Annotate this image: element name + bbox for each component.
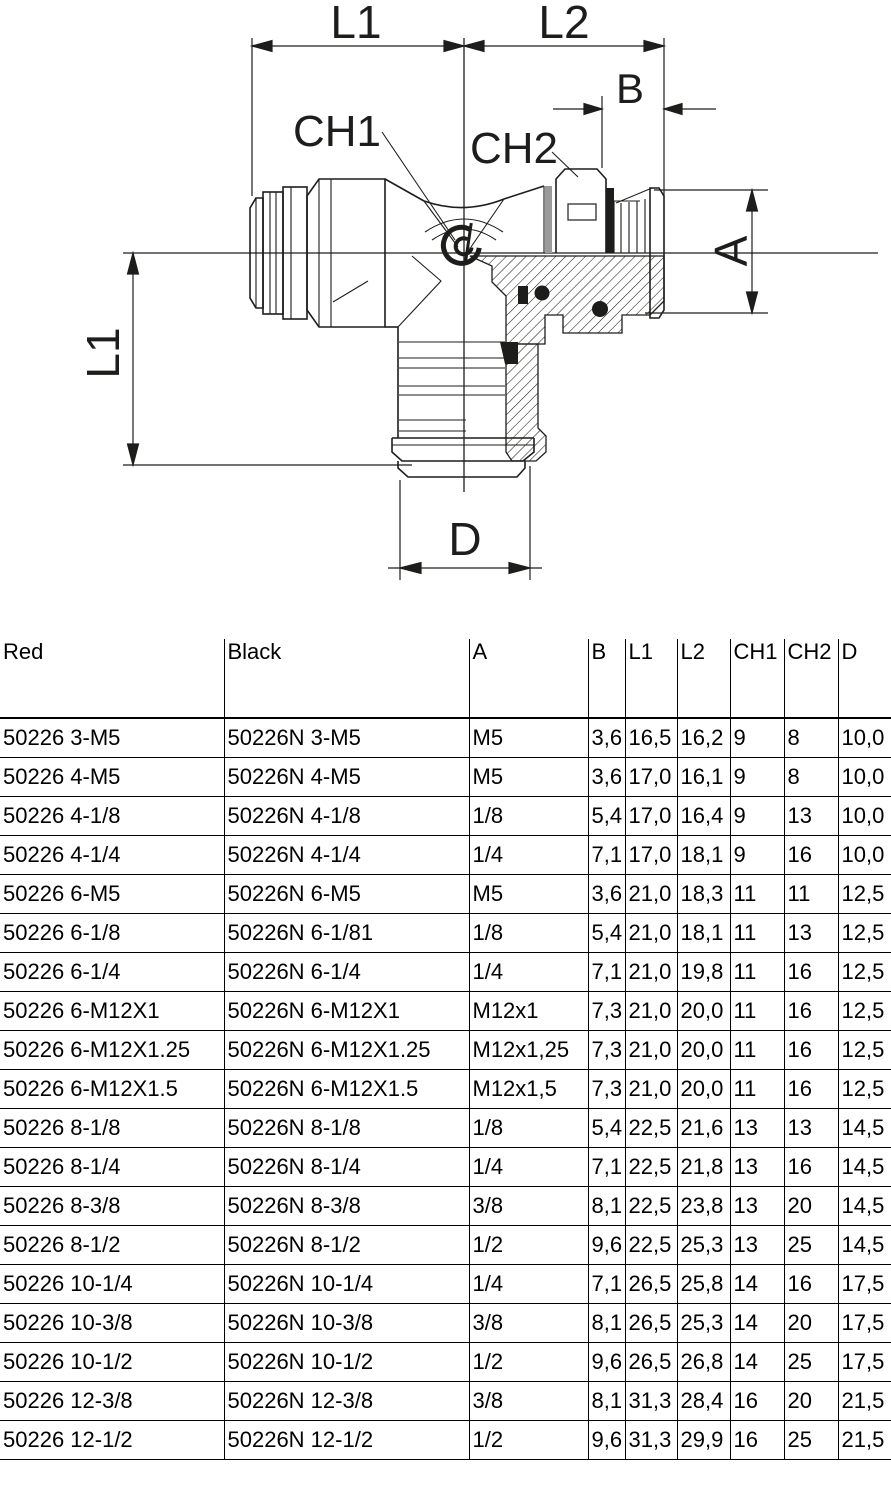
table-cell: 10,0 — [838, 758, 891, 797]
table-cell: 50226 6-M5 — [0, 875, 224, 914]
table-cell: 10,0 — [838, 718, 891, 758]
table-cell: 3/8 — [469, 1382, 588, 1421]
seal-wedge — [500, 342, 518, 364]
table-cell: 50226N 4-1/8 — [224, 797, 469, 836]
table-cell: 50226N 12-1/2 — [224, 1421, 469, 1460]
table-cell: 3,6 — [588, 875, 625, 914]
table-cell: 1/2 — [469, 1343, 588, 1382]
table-cell: M12x1,25 — [469, 1031, 588, 1070]
table-cell: 20,0 — [677, 992, 730, 1031]
table-cell: 50226 12-3/8 — [0, 1382, 224, 1421]
table-cell: 8 — [784, 718, 838, 758]
table-cell: 21,0 — [625, 875, 677, 914]
table-cell: 16,1 — [677, 758, 730, 797]
table-cell: 21,0 — [625, 953, 677, 992]
table-row — [0, 992, 891, 1031]
table-cell: 50226N 8-1/2 — [224, 1226, 469, 1265]
table-cell: 50226N 4-M5 — [224, 758, 469, 797]
table-cell: 10,0 — [838, 797, 891, 836]
table-row — [0, 797, 891, 836]
table-cell: 50226 8-3/8 — [0, 1187, 224, 1226]
table-cell: 3/8 — [469, 1187, 588, 1226]
table-cell: 50226 3-M5 — [0, 718, 224, 758]
table-cell: 7,1 — [588, 836, 625, 875]
table-cell: 25 — [784, 1226, 838, 1265]
table-cell: 12,5 — [838, 953, 891, 992]
table-cell: 50226 4-M5 — [0, 758, 224, 797]
table-cell: 16 — [784, 1148, 838, 1187]
table-cell: 50226N 6-1/4 — [224, 953, 469, 992]
table-cell: 21,0 — [625, 914, 677, 953]
table-cell: 1/2 — [469, 1226, 588, 1265]
table-cell: 50226N 6-M5 — [224, 875, 469, 914]
table-cell: 31,3 — [625, 1382, 677, 1421]
column-header-b: B — [588, 639, 625, 718]
table-cell: 11 — [730, 1031, 784, 1070]
table-cell: 5,4 — [588, 914, 625, 953]
table-row — [0, 1226, 891, 1265]
table-cell: 21,8 — [677, 1148, 730, 1187]
table-cell: 14,5 — [838, 1226, 891, 1265]
table-cell: 17,5 — [838, 1265, 891, 1304]
table-cell: 17,0 — [625, 797, 677, 836]
table-cell: 19,8 — [677, 953, 730, 992]
table-cell: 12,5 — [838, 875, 891, 914]
table-cell: 1/8 — [469, 914, 588, 953]
dimensions-table — [0, 639, 891, 1460]
table-cell: 14 — [730, 1343, 784, 1382]
table-cell: 17,0 — [625, 758, 677, 797]
table-cell: 7,1 — [588, 1265, 625, 1304]
table-cell: M5 — [469, 758, 588, 797]
table-cell: 50226 6-1/8 — [0, 914, 224, 953]
table-cell: 21,5 — [838, 1421, 891, 1460]
column-header-l1: L1 — [625, 639, 677, 718]
o-ring-band — [606, 188, 614, 253]
table-cell: 21,0 — [625, 1031, 677, 1070]
table-cell: 28,4 — [677, 1382, 730, 1421]
table-cell: 26,5 — [625, 1265, 677, 1304]
table-cell: 22,5 — [625, 1187, 677, 1226]
table-cell: 50226N 10-1/4 — [224, 1265, 469, 1304]
table-row — [0, 1343, 891, 1382]
table-cell: 26,5 — [625, 1343, 677, 1382]
table-cell: 16,4 — [677, 797, 730, 836]
table-cell: 9,6 — [588, 1226, 625, 1265]
table-cell: 29,9 — [677, 1421, 730, 1460]
column-header-ch1: CH1 — [730, 639, 784, 718]
table-cell: 31,3 — [625, 1421, 677, 1460]
table-row — [0, 1148, 891, 1187]
table-cell: 13 — [730, 1226, 784, 1265]
table-cell: 25,3 — [677, 1304, 730, 1343]
table-cell: 25,8 — [677, 1265, 730, 1304]
dim-label-a: A — [705, 235, 757, 267]
table-cell: 1/4 — [469, 953, 588, 992]
table-cell: 18,1 — [677, 836, 730, 875]
table-cell: 8 — [784, 758, 838, 797]
table-cell: 50226N 8-3/8 — [224, 1187, 469, 1226]
table-cell: 50226 4-1/8 — [0, 797, 224, 836]
table-cell: 11 — [730, 1070, 784, 1109]
table-header — [0, 639, 891, 718]
table-cell: 50226 4-1/4 — [0, 836, 224, 875]
table-cell: 9 — [730, 836, 784, 875]
table-cell: 14,5 — [838, 1109, 891, 1148]
table-cell: 5,4 — [588, 797, 625, 836]
table-cell: 16 — [784, 953, 838, 992]
table-cell: 16 — [784, 992, 838, 1031]
table-cell: 50226 10-3/8 — [0, 1304, 224, 1343]
table-cell: 50226 10-1/4 — [0, 1265, 224, 1304]
table-cell: 16 — [730, 1421, 784, 1460]
table-cell: 16,5 — [625, 718, 677, 758]
table-cell: 25 — [784, 1343, 838, 1382]
table-row — [0, 1265, 891, 1304]
table-cell: 50226N 4-1/4 — [224, 836, 469, 875]
nut-shadow-band — [545, 186, 552, 253]
table-cell: 22,5 — [625, 1148, 677, 1187]
table-cell: 13 — [730, 1109, 784, 1148]
table-cell: 50226 12-1/2 — [0, 1421, 224, 1460]
table-cell: 11 — [730, 992, 784, 1031]
table-cell: 13 — [784, 1109, 838, 1148]
table-cell: 14 — [730, 1265, 784, 1304]
table-cell: 50226N 6-M12X1.5 — [224, 1070, 469, 1109]
column-header-l2: L2 — [677, 639, 730, 718]
table-cell: 5,4 — [588, 1109, 625, 1148]
table-row — [0, 914, 891, 953]
table-cell: 1/4 — [469, 836, 588, 875]
table-cell: 50226N 8-1/8 — [224, 1109, 469, 1148]
table-cell: 23,8 — [677, 1187, 730, 1226]
table-cell: 3,6 — [588, 718, 625, 758]
table-cell: 20,0 — [677, 1070, 730, 1109]
table-cell: 9 — [730, 758, 784, 797]
table-cell: 3,6 — [588, 758, 625, 797]
table-cell: 13 — [730, 1187, 784, 1226]
dim-label-l1-top: L1 — [330, 0, 382, 48]
table-cell: 9 — [730, 718, 784, 758]
column-header-a: A — [469, 639, 588, 718]
o-ring-section-right — [592, 301, 608, 317]
table-cell: 8,1 — [588, 1382, 625, 1421]
table-cell: 7,1 — [588, 953, 625, 992]
table-cell: 22,5 — [625, 1226, 677, 1265]
column-header-ch2: CH2 — [784, 639, 838, 718]
table-row — [0, 1070, 891, 1109]
table-cell: 16 — [784, 1031, 838, 1070]
table-cell: 25,3 — [677, 1226, 730, 1265]
table-cell: 7,1 — [588, 1148, 625, 1187]
dimension-lines — [123, 38, 878, 580]
table-cell: 11 — [730, 914, 784, 953]
table-cell: 20 — [784, 1304, 838, 1343]
table-cell: 21,6 — [677, 1109, 730, 1148]
table-cell: 17,0 — [625, 836, 677, 875]
table-cell: 16 — [784, 1070, 838, 1109]
table-row — [0, 718, 891, 758]
o-ring-section-left — [535, 286, 550, 301]
column-header-red: Red — [0, 639, 224, 718]
column-header-black: Black — [224, 639, 469, 718]
table-cell: 13 — [784, 797, 838, 836]
dim-label-ch2: CH2 — [470, 124, 559, 173]
table-cell: 16 — [784, 1265, 838, 1304]
table-cell: M12x1,5 — [469, 1070, 588, 1109]
dim-label-ch1: CH1 — [293, 107, 382, 156]
table-row — [0, 758, 891, 797]
table-cell: 16 — [730, 1382, 784, 1421]
table-cell: 7,3 — [588, 1070, 625, 1109]
table-cell: 9,6 — [588, 1421, 625, 1460]
table-row — [0, 953, 891, 992]
table-cell: 11 — [784, 875, 838, 914]
table-row — [0, 1109, 891, 1148]
table-cell: 1/8 — [469, 797, 588, 836]
table-cell: 3/8 — [469, 1304, 588, 1343]
table-cell: 14,5 — [838, 1148, 891, 1187]
table-cell: 1/2 — [469, 1421, 588, 1460]
table-row — [0, 1382, 891, 1421]
table-cell: 50226N 8-1/4 — [224, 1148, 469, 1187]
table-cell: 11 — [730, 953, 784, 992]
table-cell: M5 — [469, 718, 588, 758]
table-cell: 18,3 — [677, 875, 730, 914]
table-cell: 50226 6-M12X1.25 — [0, 1031, 224, 1070]
table-cell: 25 — [784, 1421, 838, 1460]
table-cell: M12x1 — [469, 992, 588, 1031]
table-cell: 21,0 — [625, 1070, 677, 1109]
table-cell: 14,5 — [838, 1187, 891, 1226]
table-cell: 22,5 — [625, 1109, 677, 1148]
table-cell: 17,5 — [838, 1343, 891, 1382]
table-cell: 20 — [784, 1382, 838, 1421]
table-cell: 50226 8-1/4 — [0, 1148, 224, 1187]
table-row — [0, 1031, 891, 1070]
table-cell: 17,5 — [838, 1304, 891, 1343]
table-cell: 50226N 6-M12X1.25 — [224, 1031, 469, 1070]
table-cell: 50226 8-1/2 — [0, 1226, 224, 1265]
table-cell: 1/4 — [469, 1265, 588, 1304]
table-cell: 11 — [730, 875, 784, 914]
table-cell: 1/4 — [469, 1148, 588, 1187]
table-cell: M5 — [469, 875, 588, 914]
table-cell: 20,0 — [677, 1031, 730, 1070]
column-header-d: D — [838, 639, 891, 718]
table-cell: 16,2 — [677, 718, 730, 758]
table-cell: 50226 8-1/8 — [0, 1109, 224, 1148]
table-cell: 20 — [784, 1187, 838, 1226]
table-cell: 8,1 — [588, 1187, 625, 1226]
table-cell: 12,5 — [838, 1070, 891, 1109]
dim-label-b: B — [615, 65, 645, 112]
dim-label-l1-left: L1 — [77, 327, 129, 379]
table-cell: 18,1 — [677, 914, 730, 953]
table-body — [0, 718, 891, 1460]
table-cell: 26,8 — [677, 1343, 730, 1382]
table-cell: 9 — [730, 797, 784, 836]
table-cell: 13 — [784, 914, 838, 953]
table-cell: 13 — [730, 1148, 784, 1187]
table-cell: 7,3 — [588, 1031, 625, 1070]
table-cell: 12,5 — [838, 914, 891, 953]
table-cell: 8,1 — [588, 1304, 625, 1343]
table-cell: 21,5 — [838, 1382, 891, 1421]
table-cell: 50226N 10-1/2 — [224, 1343, 469, 1382]
table-cell: 26,5 — [625, 1304, 677, 1343]
ch1-leader-line — [382, 132, 455, 240]
table-cell: 21,0 — [625, 992, 677, 1031]
table-row — [0, 1187, 891, 1226]
table-cell: 7,3 — [588, 992, 625, 1031]
table-cell: 14 — [730, 1304, 784, 1343]
table-cell: 50226N 6-1/81 — [224, 914, 469, 953]
table-cell: 50226 10-1/2 — [0, 1343, 224, 1382]
dim-label-d: D — [448, 513, 482, 565]
table-cell: 50226N 10-3/8 — [224, 1304, 469, 1343]
table-cell: 12,5 — [838, 1031, 891, 1070]
table-cell: 10,0 — [838, 836, 891, 875]
table-cell: 16 — [784, 836, 838, 875]
seal-rect — [518, 286, 528, 304]
table-cell: 1/8 — [469, 1109, 588, 1148]
table-cell: 9,6 — [588, 1343, 625, 1382]
table-cell: 50226 6-M12X1 — [0, 992, 224, 1031]
table-row — [0, 1304, 891, 1343]
table-row — [0, 836, 891, 875]
table-cell: 50226 6-M12X1.5 — [0, 1070, 224, 1109]
table-cell: 50226N 3-M5 — [224, 718, 469, 758]
table-cell: 12,5 — [838, 992, 891, 1031]
table-row — [0, 875, 891, 914]
table-cell: 50226 6-1/4 — [0, 953, 224, 992]
table-row — [0, 1421, 891, 1460]
dim-label-l2-top: L2 — [538, 0, 590, 48]
technical-drawing — [0, 0, 891, 620]
table-cell: 50226N 6-M12X1 — [224, 992, 469, 1031]
table-header-row — [0, 639, 891, 718]
table-cell: 50226N 12-3/8 — [224, 1382, 469, 1421]
